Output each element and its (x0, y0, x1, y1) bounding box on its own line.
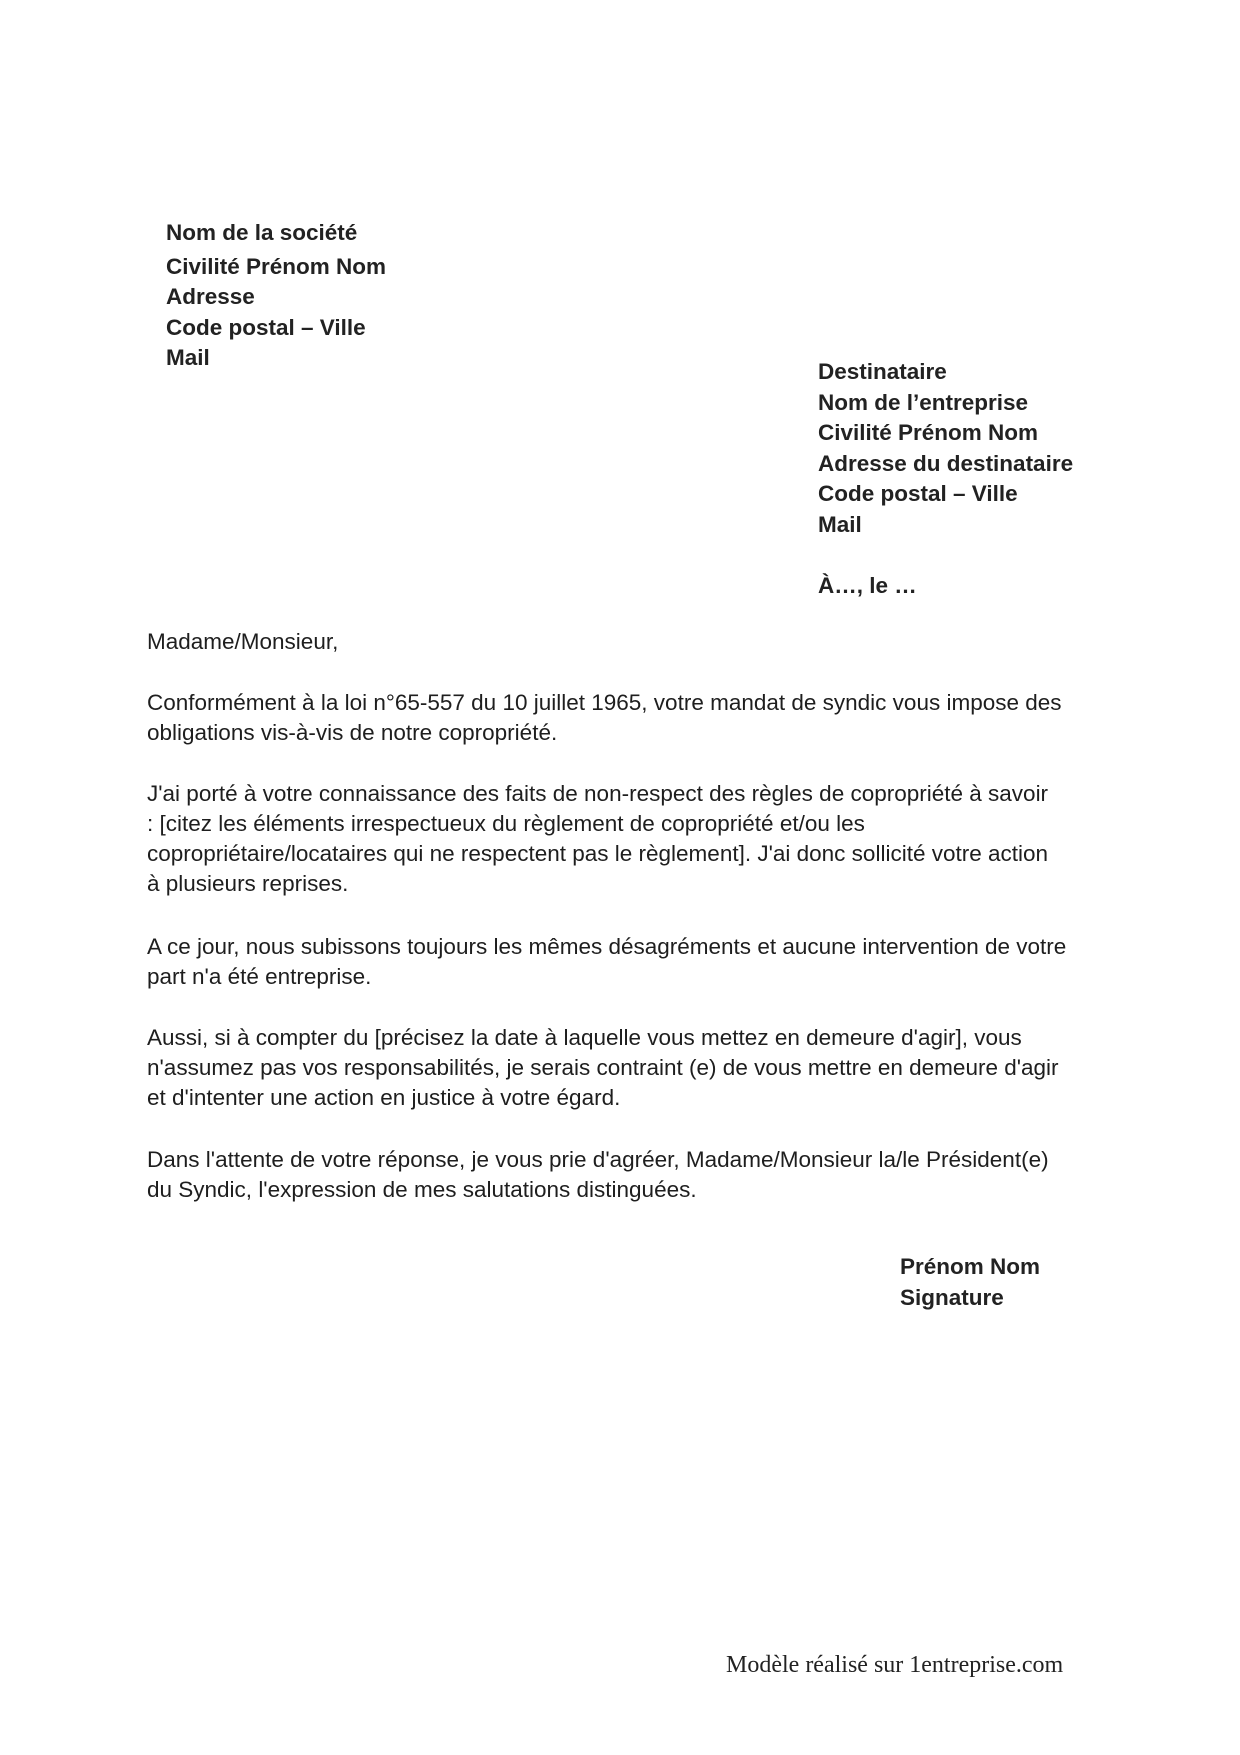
recipient-company: Nom de l’entreprise (818, 390, 1029, 415)
sender-company: Nom de la société (166, 220, 358, 245)
paragraph-line: et d'intenter une action en justice à votre égard. (147, 1085, 621, 1110)
paragraph-line: Dans l'attente de votre réponse, je vous prie d'agréer, Madame/Monsieur la/le Président(e) (147, 1147, 1049, 1172)
paragraph-line: du Syndic, l'expression de mes salutations distinguées. (147, 1177, 697, 1202)
paragraph-3 (147, 932, 1107, 992)
place-date: À…, le … (818, 573, 917, 598)
sender-address: Adresse (166, 284, 255, 309)
signature-label: Signature (900, 1285, 1004, 1310)
paragraph-line: copropriétaire/locataires qui ne respectent pas le règlement]. J'ai donc sollicité votre action (147, 841, 1049, 866)
paragraph-1 (147, 688, 1107, 748)
salutation: Madame/Monsieur, (147, 629, 339, 654)
paragraph-line: obligations vis-à-vis de notre copropriété. (147, 720, 558, 745)
recipient-mail: Mail (818, 512, 862, 537)
recipient-label: Destinataire (818, 359, 947, 384)
paragraph-line: J'ai porté à votre connaissance des faits de non-respect des règles de copropriété à savoir (147, 781, 1049, 806)
paragraph-line: n'assumez pas vos responsabilités, je serais contraint (e) de vous mettre en demeure d'agir (147, 1055, 1059, 1080)
paragraph-2 (147, 779, 1107, 899)
paragraph-4 (147, 1023, 1107, 1113)
recipient-name: Civilité Prénom Nom (818, 420, 1039, 445)
recipient-city: Code postal – Ville (818, 481, 1018, 506)
footer-credit: Modèle réalisé sur 1entreprise.com (726, 1652, 1064, 1678)
paragraph-line: Aussi, si à compter du [précisez la date à laquelle vous mettez en demeure d'agir], vous (147, 1025, 1022, 1050)
recipient-address: Adresse du destinataire (818, 451, 1074, 476)
sender-mail: Mail (166, 345, 210, 370)
paragraph-5 (147, 1145, 1107, 1205)
paragraph-line: part n'a été entreprise. (147, 964, 372, 989)
sender-city: Code postal – Ville (166, 315, 366, 340)
paragraph-line: A ce jour, nous subissons toujours les mêmes désagréments et aucune intervention de votre (147, 934, 1067, 959)
paragraph-line: à plusieurs reprises. (147, 871, 349, 896)
signature-name: Prénom Nom (900, 1254, 1041, 1279)
paragraph-line: Conformément à la loi n°65-557 du 10 juillet 1965, votre mandat de syndic vous impose des (147, 690, 1062, 715)
paragraph-line: : [citez les éléments irrespectueux du règlement de copropriété et/ou les (147, 811, 865, 836)
sender-name: Civilité Prénom Nom (166, 254, 387, 279)
